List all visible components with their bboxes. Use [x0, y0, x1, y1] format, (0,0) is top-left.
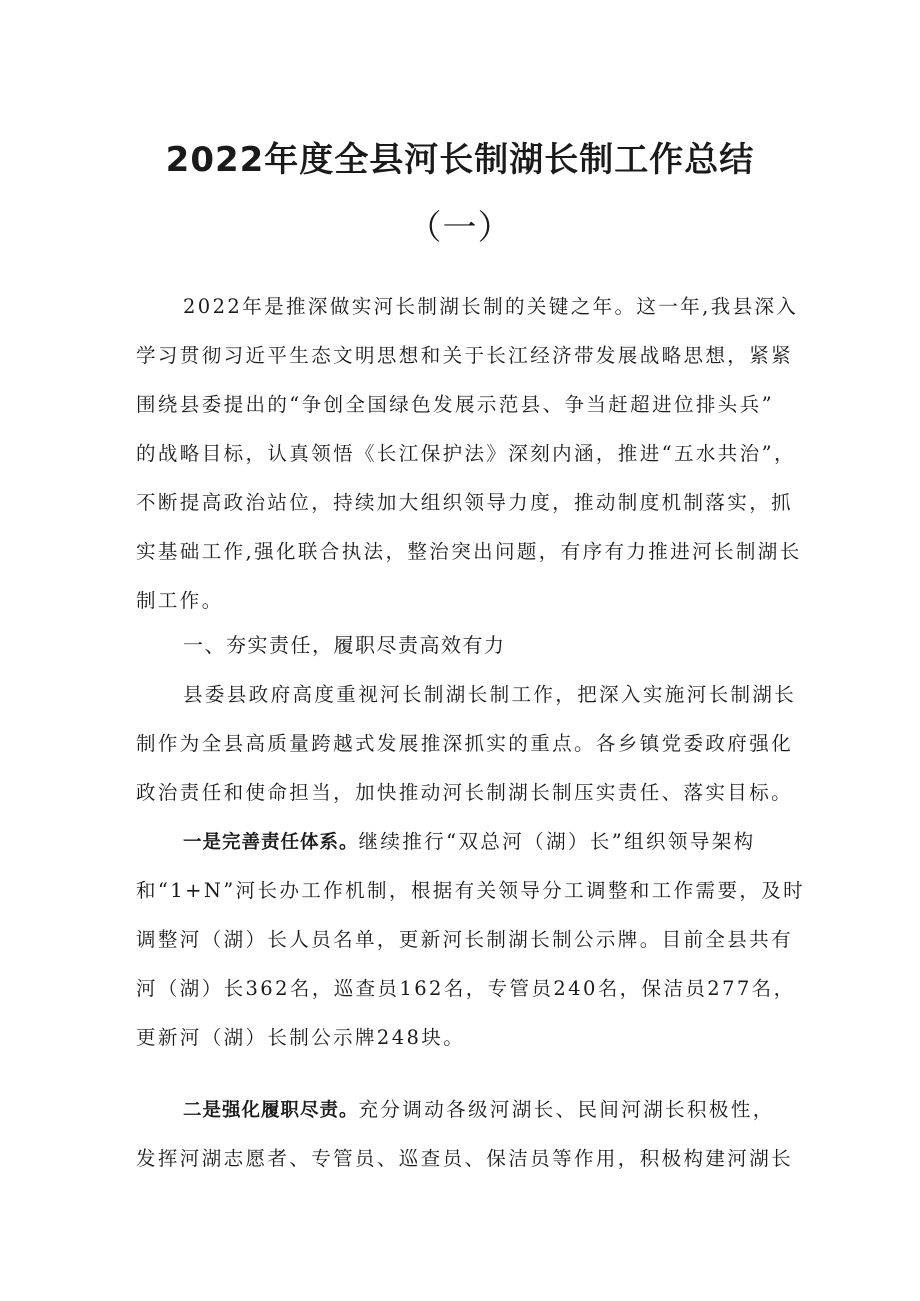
document-title: 2022年度全县河长制湖长制工作总结 [165, 140, 755, 180]
intro-line: 围绕县委提出的“争创全国绿色发展示范县、争当赶超进位排头兵” [136, 393, 774, 416]
section-heading: 一、夯实责任，履职尽责高效有力 [183, 633, 506, 657]
item-lead: 一是完善责任体系。 [183, 832, 359, 853]
item-line: 河（湖）长362名，巡查员162名，专管员240名，保洁员277名， [136, 977, 796, 1000]
section-line: 县委县政府高度重视河长制湖长制工作，把深入实施河长制湖长 [183, 683, 797, 706]
intro-line: 制工作。 [136, 589, 224, 612]
item-lead: 二是强化履职尽责。 [183, 1100, 359, 1121]
item-first-line [183, 828, 796, 857]
intro-line: 实基础工作,强化联合执法，整治突出问题，有序有力推进河长制湖长 [136, 540, 802, 563]
section-line: 制作为全县高质量跨越式发展推深抓实的重点。各乡镇党委政府强化 [136, 732, 794, 755]
item-first-line [183, 1096, 796, 1125]
item-line: 调整河（湖）长人员名单，更新河长制湖长制公示牌。目前全县共有 [136, 928, 794, 951]
intro-line: 的战略目标，认真领悟《长江保护法》深刻内涵，推进“五水共治”， [136, 442, 796, 465]
item-text: 继续推行“双总河（湖）长”组织领导架构 [358, 830, 756, 853]
item-line: 发挥河湖志愿者、专管员、巡查员、保洁员等作用，积极构建河湖长 [136, 1147, 794, 1170]
item-text: 充分调动各级河湖长、民间河湖长积极性， [358, 1098, 775, 1121]
document-subtitle: （一） [407, 208, 513, 248]
intro-line: 不断提高政治站位，持续加大组织领导力度，推动制度机制落实，抓 [136, 491, 794, 514]
item-line: 和“1+N”河长办工作机制，根据有关领导分工调整和工作需要，及时 [136, 879, 806, 902]
intro-line: 学习贯彻习近平生态文明思想和关于长江经济带发展战略思想，紧紧 [136, 344, 794, 367]
intro-line: 2022年是推深做实河长制湖长制的关键之年。这一年,我县深入 [183, 295, 799, 318]
item-line: 更新河（湖）长制公示牌248块。 [136, 1026, 466, 1049]
section-line: 政治责任和使命担当，加快推动河长制湖长制压实责任、落实目标。 [136, 781, 794, 804]
